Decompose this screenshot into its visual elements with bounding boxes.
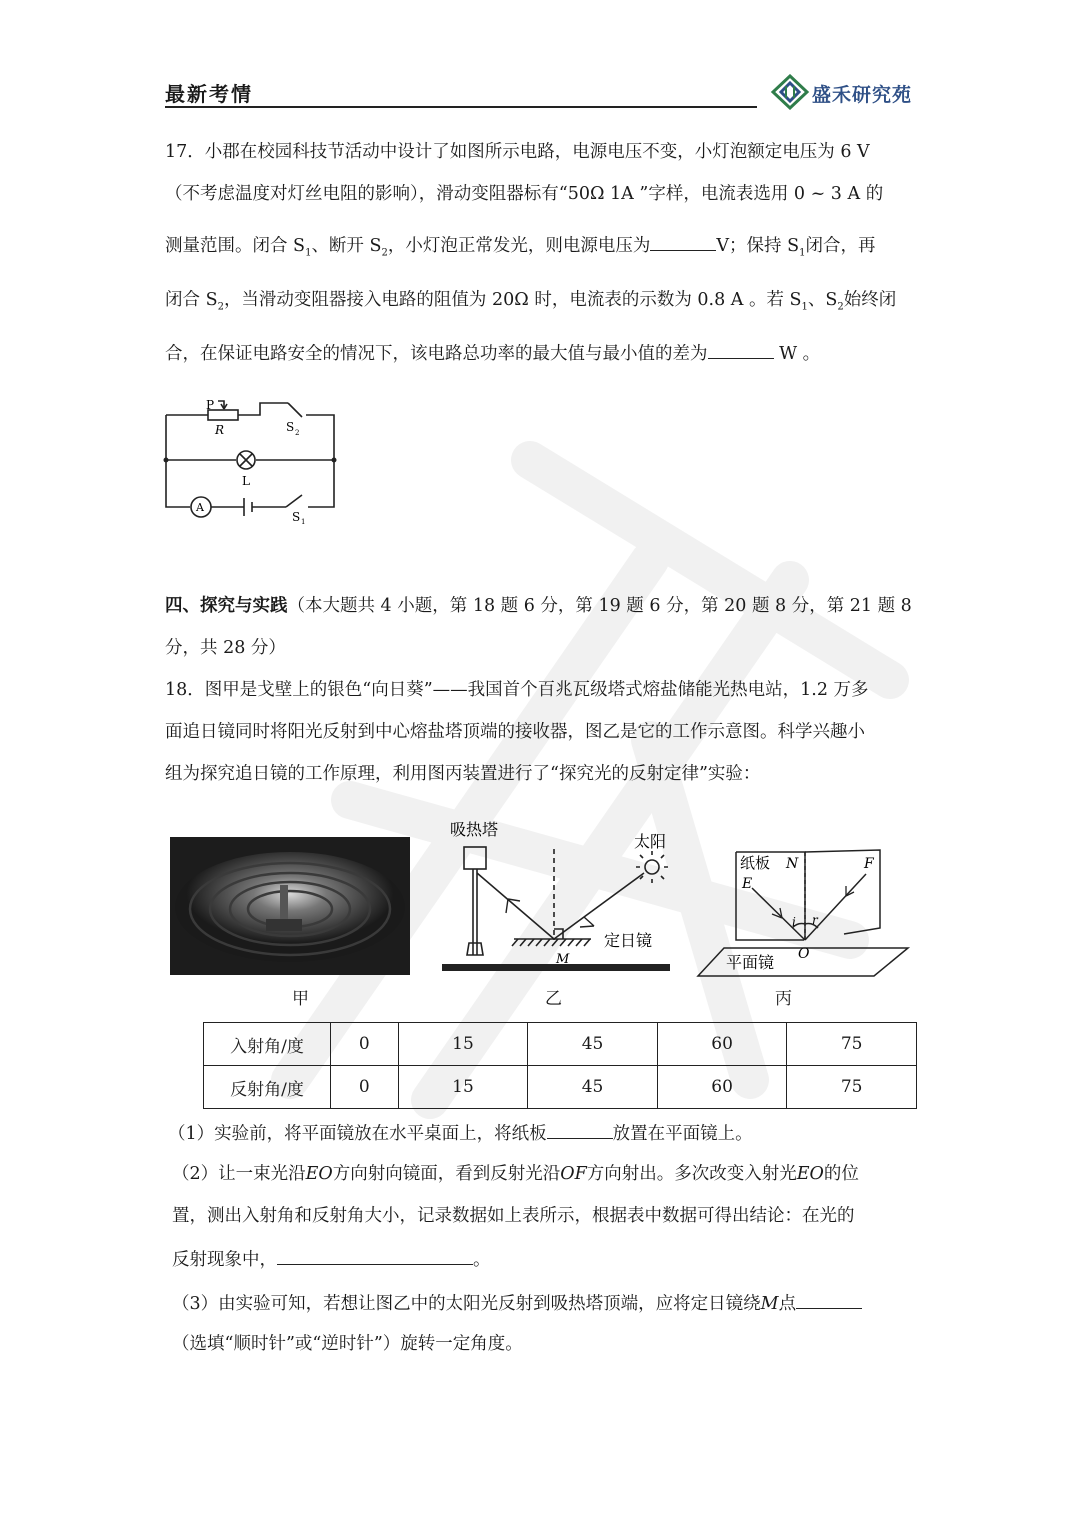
q18-part-2-line-2: 置，测出入射角和反射角大小，记录数据如上表所示，根据表中数据可得出结论：在光的 xyxy=(172,1206,855,1226)
table-cell: 0 xyxy=(331,1023,399,1066)
answer-blank-voltage[interactable] xyxy=(650,232,716,251)
q18-part-2-line-3: 反射现象中， 。 xyxy=(172,1246,491,1272)
table-row xyxy=(204,1066,917,1109)
answer-blank-conclusion[interactable] xyxy=(277,1246,473,1265)
answer-blank-power[interactable] xyxy=(708,340,774,359)
table-cell: 0 xyxy=(331,1066,399,1109)
label-normal-n: N xyxy=(786,856,799,872)
table-cell: 45 xyxy=(528,1023,658,1066)
q18-line-3: 组为探究追日镜的工作原理，利用图丙装置进行了“探究光的反射定律”实验： xyxy=(165,764,761,784)
label-sun: 太阳 xyxy=(634,832,667,851)
section4-desc-1: （本大题共 4 小题，第 18 题 6 分，第 19 题 6 分，第 20 题 8 分，第 21 题 8 xyxy=(287,596,912,616)
table-cell: 45 xyxy=(528,1066,658,1109)
table-cell: 60 xyxy=(657,1023,787,1066)
q17-line-2: （不考虑温度对灯丝电阻的影响），滑动变阻器标有“50Ω 1A ”字样，电流表选用 0 ~ 3 A 的 xyxy=(165,184,884,204)
label-angle-i: i xyxy=(792,915,796,929)
header-title: 最新考情 xyxy=(165,82,253,106)
q18-line-2: 面追日镜同时将阳光反射到中心熔盐塔顶端的接收器，图乙是它的工作示意图。科学兴趣小 xyxy=(165,722,865,742)
circuit-label-s2: S xyxy=(286,420,295,434)
answer-blank-board[interactable] xyxy=(547,1120,613,1139)
q17-line-3: 测量范围。闭合 $S_1$、断开 $S_2$，小灯泡正常发光，则电源电压为 V；保持 $S_1$闭合，再 xyxy=(165,232,875,266)
answer-blank-rotation[interactable] xyxy=(796,1290,862,1309)
solar-plant-photo xyxy=(170,837,410,975)
logo xyxy=(770,74,920,110)
label-point-o: O xyxy=(798,946,810,962)
circuit-label-r: R xyxy=(215,423,225,437)
q18-part-3: （3）由实验可知，若想让图乙中的太阳光反射到吸热塔顶端，应将定日镜绕M点 xyxy=(172,1290,862,1316)
label-absorber-tower: 吸热塔 xyxy=(450,820,499,839)
label-angle-r: r xyxy=(812,913,818,927)
section4-desc-2: 分，共 28 分） xyxy=(165,638,286,658)
label-plane-mirror: 平面镜 xyxy=(726,953,775,972)
circuit-label-s1-sub: 1 xyxy=(301,518,306,525)
q17-line-4: 闭合 $S_2$，当滑动变阻器接入电路的阻值为 20Ω 时，电流表的示数为 0.8 A 。若 $S_1$、$S_2$始终闭 xyxy=(165,290,897,313)
q18-line-1: 18．图甲是戈壁上的银色“向日葵”——我国首个百兆瓦级塔式熔盐储能光热电站，1.2 万多 xyxy=(165,680,869,700)
reflection-experiment-diagram xyxy=(694,848,916,980)
label-point-m: M xyxy=(556,952,570,967)
figure-label-bing: 丙 xyxy=(775,989,792,1009)
table-cell: 75 xyxy=(787,1066,917,1109)
table-cell: 15 xyxy=(398,1023,528,1066)
q18-part-3-line-2: （选填“顺时针”或“逆时针”）旋转一定角度。 xyxy=(172,1334,523,1354)
table-cell: 15 xyxy=(398,1066,528,1109)
table-cell: 60 xyxy=(657,1066,787,1109)
table-row xyxy=(204,1023,917,1066)
page-header xyxy=(165,74,920,110)
logo-text: 盛禾研究苑 xyxy=(812,84,913,106)
q17-line-5: 合，在保证电路安全的情况下，该电路总功率的最大值与最小值的差为 W 。 xyxy=(165,340,820,366)
row-label-reflection: 反射角/度 xyxy=(204,1066,331,1109)
label-e: E xyxy=(742,876,753,892)
header-rule xyxy=(165,106,757,108)
section4-heading xyxy=(165,594,912,618)
circuit-label-s1: S xyxy=(292,510,301,524)
logo-diamond-icon xyxy=(770,74,810,110)
q17-line-1: 17．小郡在校园科技节活动中设计了如图所示电路，电源电压不变，小灯泡额定电压为 6 V xyxy=(165,142,870,162)
table-cell: 75 xyxy=(787,1023,917,1066)
circuit-diagram xyxy=(160,395,342,525)
circuit-label-l: L xyxy=(242,474,250,488)
label-paper-board: 纸板 xyxy=(740,854,771,872)
q18-part-2: （2）让一束光沿EO方向射向镜面，看到反射光沿OF方向射出。多次改变入射光EO的位 xyxy=(172,1164,859,1184)
q18-part-1: （1）实验前，将平面镜放在水平桌面上，将纸板 放置在平面镜上。 xyxy=(168,1120,753,1146)
label-f: F xyxy=(864,856,874,872)
ammeter-label: A xyxy=(196,501,204,514)
figure-label-yi: 乙 xyxy=(545,989,562,1009)
heliostat-diagram xyxy=(436,815,680,980)
circuit-label-s2-sub: 2 xyxy=(295,429,300,437)
circuit-label-p: P xyxy=(206,398,215,412)
section4-title: 四、探究与实践 xyxy=(165,596,288,616)
label-heliostat: 定日镜 xyxy=(604,931,653,950)
row-label-incidence: 入射角/度 xyxy=(204,1023,331,1066)
angle-data-table xyxy=(203,1022,917,1109)
figure-label-jia: 甲 xyxy=(292,989,309,1009)
